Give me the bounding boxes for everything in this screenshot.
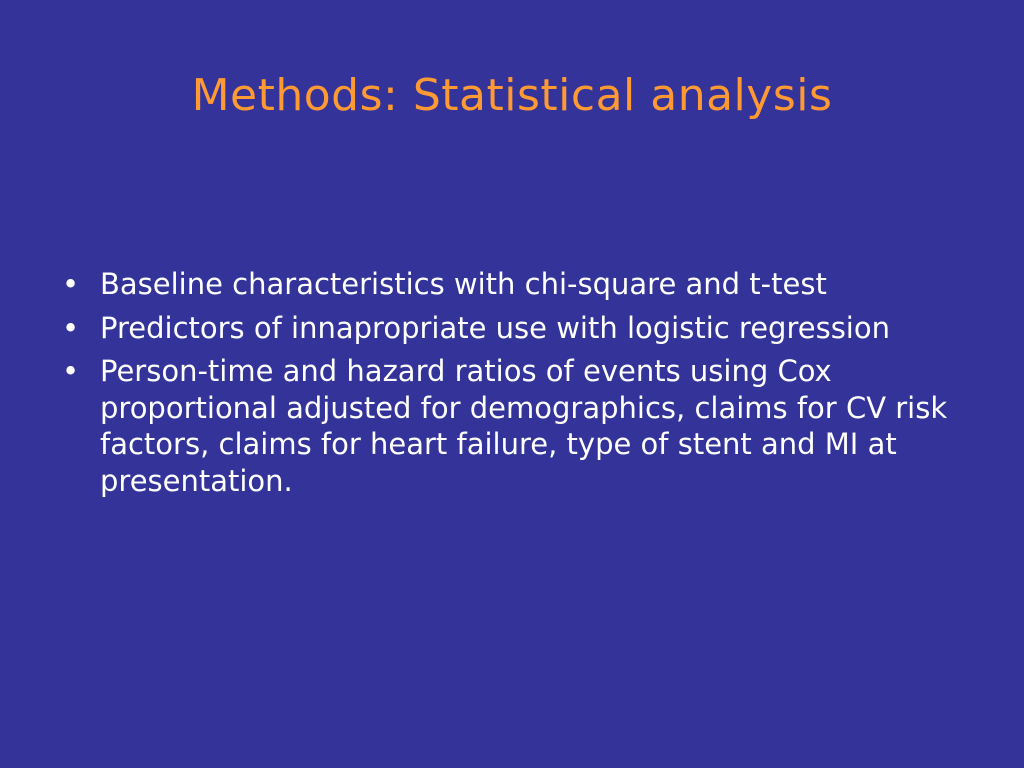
bullet-item-predictors <box>62 310 982 347</box>
bullet-item-person-time <box>62 353 982 499</box>
bullet-text: Predictors of innapropriate use with logistic regression <box>100 310 890 345</box>
bullet-icon: • <box>62 354 80 388</box>
bullet-text: Person-time and hazard ratios of events using Cox proportional adjusted for demographics, claims for CV risk factors, claims for heart failure, type of stent and MI at presentation. <box>100 354 948 498</box>
bullet-list <box>62 266 982 506</box>
bullet-text: Baseline characteristics with chi-square and t-test <box>100 267 827 301</box>
bullet-icon: • <box>62 267 80 301</box>
bullet-icon: • <box>62 310 80 345</box>
bullet-item-baseline <box>62 266 982 303</box>
slide-title: Methods: Statistical analysis <box>191 70 833 121</box>
